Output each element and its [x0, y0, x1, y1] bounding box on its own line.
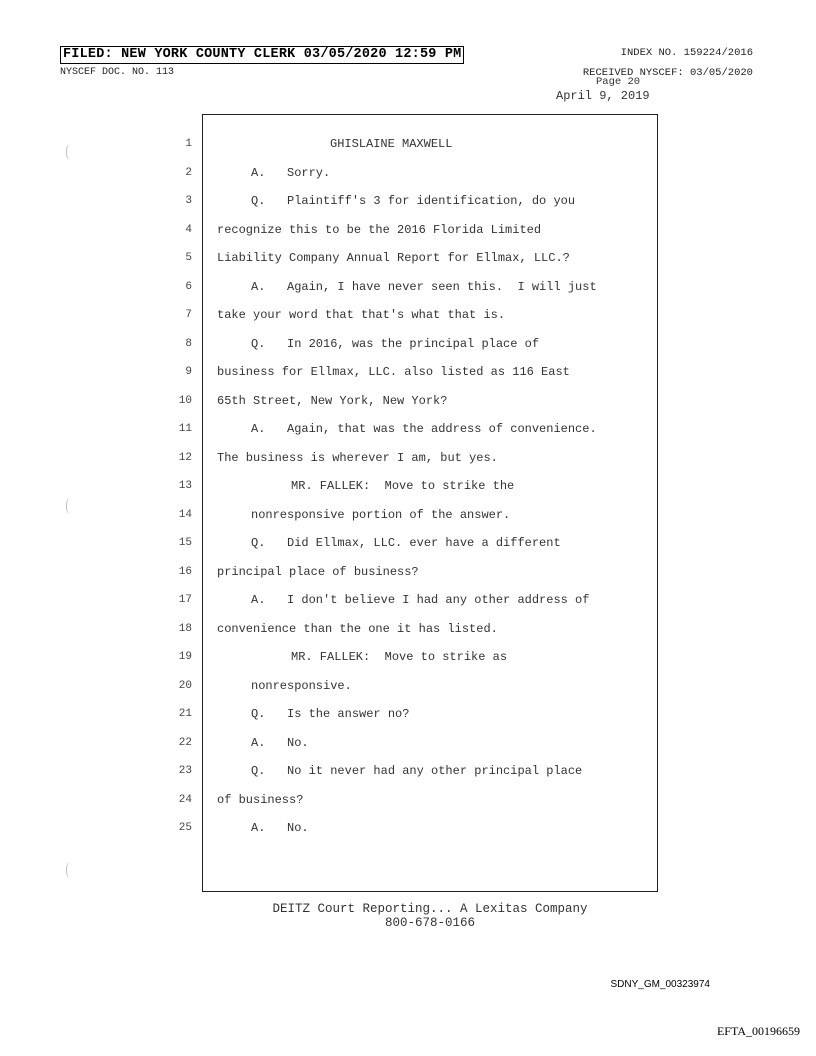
line-number: 1	[185, 138, 192, 150]
index-number: INDEX NO. 159224/2016	[620, 47, 753, 59]
line-number: 7	[185, 309, 192, 321]
line-number: 14	[178, 508, 192, 521]
deposition-date: April 9, 2019	[556, 89, 650, 103]
line-number: 20	[178, 679, 192, 692]
transcript-line: A. I don't believe I had any other address of	[251, 593, 590, 607]
transcript-line: business for Ellmax, LLC. also listed as 116 East	[217, 365, 570, 379]
transcript-line: The business is wherever I am, but yes.	[217, 450, 498, 465]
transcript-line: MR. FALLEK: Move to strike the	[291, 479, 515, 493]
line-number: 24	[178, 793, 192, 806]
transcript-line: Q. In 2016, was the principal place of	[251, 336, 540, 351]
transcript-line: 65th Street, New York, New York?	[217, 393, 448, 408]
line-number: 12	[178, 451, 192, 464]
line-number: 18	[178, 622, 192, 635]
transcript-line: nonresponsive.	[251, 678, 352, 693]
line-number: 25	[178, 822, 192, 834]
line-number: 19	[178, 651, 192, 663]
page-label: Page 20	[596, 76, 641, 88]
filed-stamp: FILED: NEW YORK COUNTY CLERK 03/05/2020 12:59 PM	[60, 46, 464, 64]
line-number: 11	[178, 423, 192, 435]
reporter-phone: 800-678-0166	[384, 916, 475, 930]
line-number: 8	[185, 337, 192, 350]
transcript-line: A. Sorry.	[251, 165, 331, 180]
transcript-line: Q. Is the answer no?	[251, 707, 410, 721]
transcript-line: convenience than the one it has listed.	[217, 621, 498, 636]
transcript-line: A. Again, I have never seen this. I will just	[251, 279, 597, 294]
transcript-line: take your word that that's what that is.	[217, 308, 506, 322]
transcript-line: Q. No it never had any other principal place	[251, 764, 583, 778]
line-number: 5	[185, 252, 192, 264]
margin-mark	[66, 498, 73, 514]
line-number: 4	[185, 223, 192, 236]
transcript-line: recognize this to be the 2016 Florida Limited	[217, 222, 542, 237]
line-number: 15	[178, 537, 192, 549]
transcript-line: Liability Company Annual Report for Ellmax, LLC.?	[217, 251, 570, 265]
line-number: 16	[178, 565, 192, 578]
transcript-line: A. Again, that was the address of convenience.	[251, 422, 597, 436]
transcript-line: nonresponsive portion of the answer.	[251, 507, 511, 522]
margin-mark	[66, 144, 73, 160]
line-number: 3	[185, 195, 192, 207]
line-number: 21	[178, 708, 192, 720]
line-number: 23	[178, 765, 192, 777]
efta-number: EFTA_00196659	[716, 1024, 800, 1038]
line-number: 17	[178, 594, 192, 606]
transcript-line: principal place of business?	[217, 564, 419, 579]
transcript-line: A. No.	[251, 821, 309, 835]
transcript-line: MR. FALLEK: Move to strike as	[291, 650, 508, 664]
transcript-line: A. No.	[251, 735, 309, 750]
transcript-line: of business?	[217, 792, 304, 807]
line-number: 2	[185, 166, 192, 179]
transcript-line: GHISLAINE MAXWELL	[330, 137, 453, 151]
margin-mark	[66, 862, 73, 878]
reporter-name: DEITZ Court Reporting... A Lexitas Company	[272, 902, 588, 916]
line-number: 13	[178, 480, 192, 492]
transcript-line: Q. Plaintiff's 3 for identification, do you	[251, 194, 576, 208]
line-number: 10	[178, 394, 192, 407]
line-number: 22	[178, 736, 192, 749]
doc-number: NYSCEF DOC. NO. 113	[60, 67, 175, 78]
line-number: 6	[185, 280, 192, 293]
received-date: RECEIVED NYSCEF: 03/05/2020	[582, 67, 753, 79]
bates-number: SDNY_GM_00323974	[610, 979, 710, 990]
transcript-line: Q. Did Ellmax, LLC. ever have a different	[251, 536, 561, 550]
line-number: 9	[185, 366, 192, 378]
